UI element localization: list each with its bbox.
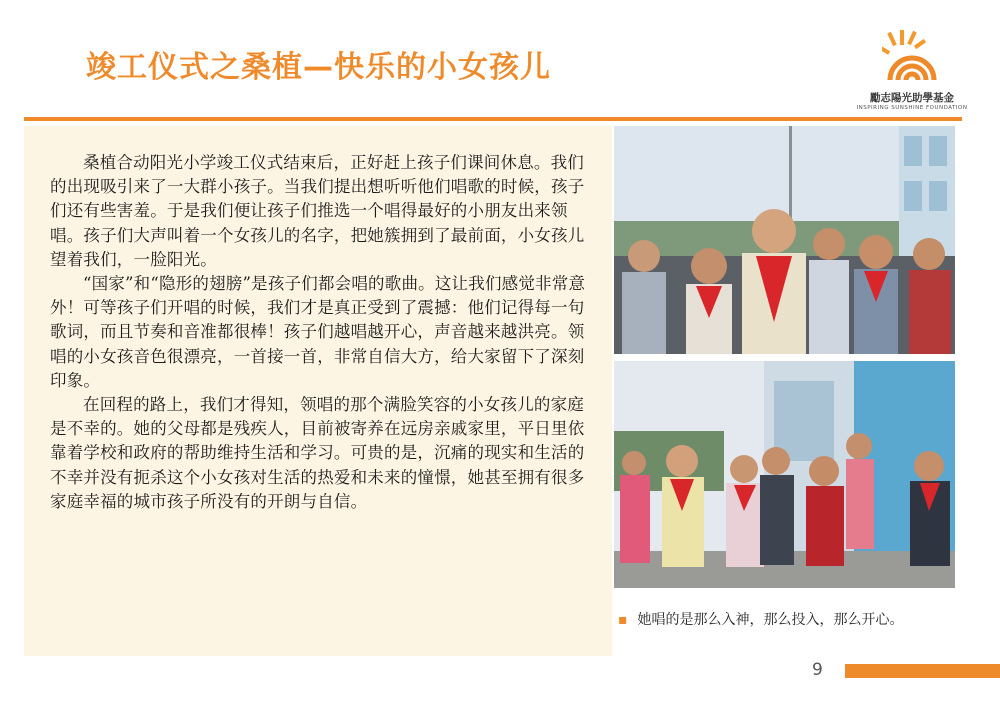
footer-accent-bar (845, 664, 1000, 678)
sunshine-logo-icon (882, 30, 942, 86)
logo-name-cn: 勵志陽光助學基金 (870, 92, 954, 104)
slide-title: 竣工仪式之桑植—快乐的小女孩儿 (86, 50, 551, 85)
caption-text: 她唱的是那么入神，那么投入，那么开心。 (637, 612, 904, 628)
title-divider (24, 117, 962, 121)
page-number: 9 (812, 660, 823, 680)
story-text-panel (24, 126, 612, 656)
story-paragraph-2: “国家”和“隐形的翅膀”是孩子们都会唱的歌曲。这让我们感觉非常意外！可等孩子们开唱的时候，我们才是真正受到了震撼：他们记得每一句歌词，而且节奏和音准都很棒！孩子们越唱越开心，声音越来越洪亮。领唱的小女孩音色很漂亮，一首接一首，非常自信大方，给大家留下了深刻印象。 (50, 274, 586, 390)
logo-name-en: INSPIRING SUNSHINE FOUNDATION (856, 105, 968, 111)
bullet-icon: ▪ (618, 612, 628, 628)
story-paragraph-1: 桑植合动阳光小学竣工仪式结束后，正好赶上孩子们课间休息。我们的出现吸引来了一大群小孩子。当我们提出想听听他们唱歌的时候，孩子们还有些害羞。于是我们便让孩子们推选一个唱得最好的小朋友出来领唱。孩子们大声叫着一个女孩儿的名字，把她簇拥到了最前面，小女孩儿望着我们，一脸阳光。 (50, 153, 585, 269)
photo-caption (618, 609, 998, 629)
story-text (50, 151, 596, 514)
photo-children-playing (614, 361, 955, 588)
foundation-logo (852, 30, 972, 118)
story-paragraph-3: 在回程的路上，我们才得知，领唱的那个满脸笑容的小女孩儿的家庭是不幸的。她的父母都是残疾人，目前被寄养在远房亲戚家里，平日里依靠着学校和政府的帮助维持生活和学习。可贵的是，沉痛的现实和生活的不幸并没有扼杀这个小女孩对生活的热爱和未来的憧憬，她甚至拥有很多家庭幸福的城市孩子所没有的开朗与自信。 (50, 395, 585, 511)
photo-children-singing (614, 126, 955, 354)
